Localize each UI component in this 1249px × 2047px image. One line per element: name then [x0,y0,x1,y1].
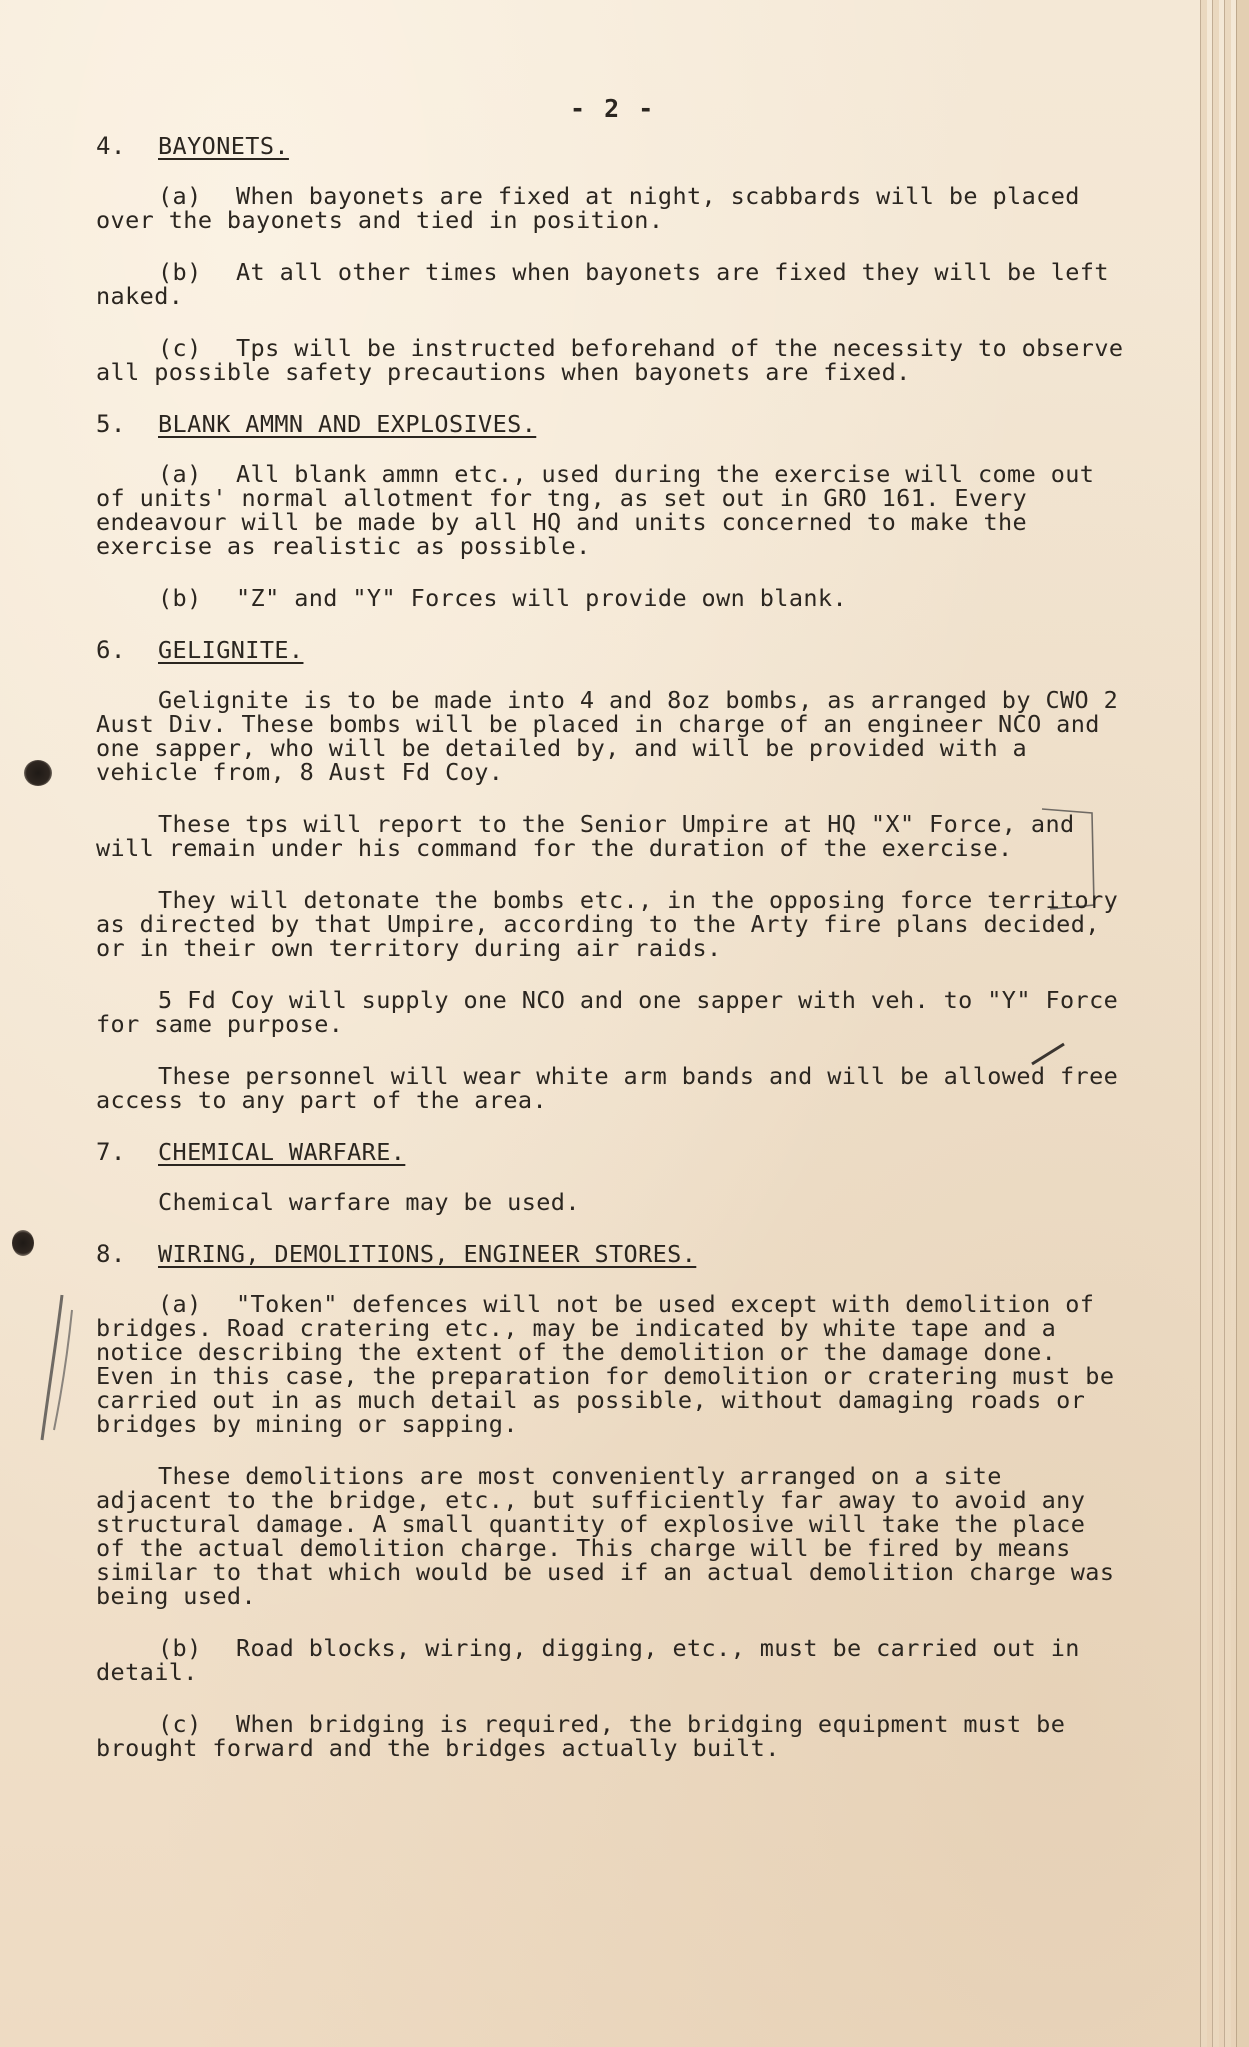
paragraph [96,988,1126,1036]
paragraph-label: (a) [158,1290,202,1318]
paragraph [96,888,1126,960]
section-heading [96,412,1126,436]
section-title: GELIGNITE. [158,636,304,664]
paragraph [96,1064,1126,1112]
paragraph-text: "Z" and "Y" Forces will provide own blank. [236,584,848,612]
paragraph [96,1190,1126,1214]
paragraph [96,1636,1126,1684]
paragraph [96,1464,1126,1608]
paragraph-text: At all other times when bayonets are fixed they will be left naked. [96,258,1109,310]
section-number: 8. [96,1240,126,1268]
section-number: 5. [96,410,126,438]
section-number: 7. [96,1138,126,1166]
paragraph [96,812,1126,860]
page-edge [1224,0,1231,2047]
section-number: 4. [96,132,126,160]
section-title: BLANK AMMN AND EXPLOSIVES. [158,410,537,438]
paragraph-text: These personnel will wear white arm bands and will be allowed free access to any part of the area. [96,1062,1119,1114]
page-number: - 2 - [570,94,656,123]
paragraph-text: When bridging is required, the bridging equipment must be brought forward and the bridges actually built. [96,1710,1066,1762]
paragraph-text: 5 Fd Coy will supply one NCO and one sapper with veh. to "Y" Force for same purpose. [96,986,1119,1038]
section-heading [96,1242,1126,1266]
paragraph-text: "Token" defences will not be used except with demolition of bridges. Road cratering etc., may be indicated by white tape and a notice describing the extent of the demolition or the damage done. Even in this case, the preparation for demolition or cratering must be carried out in as much detail as possible, without damaging roads or bridges by mining or sapping. [96,1290,1115,1438]
paragraph-text: These tps will report to the Senior Umpire at HQ "X" Force, and will remain under his command for the duration of the exercise. [96,810,1075,862]
paragraph [96,1712,1126,1760]
paragraph [96,1292,1126,1436]
document-body [96,134,1126,1788]
paragraph-label: (b) [158,258,202,286]
paragraph [96,688,1126,784]
paragraph-text: Tps will be instructed beforehand of the necessity to observe all possible safety precautions when bayonets are fixed. [96,334,1124,386]
section-title: CHEMICAL WARFARE. [158,1138,406,1166]
paragraph [96,184,1126,232]
page-edge [1212,0,1219,2047]
paragraph-text: Chemical warfare may be used. [158,1188,580,1216]
section-title: WIRING, DEMOLITIONS, ENGINEER STORES. [158,1240,697,1268]
paragraph-text: These demolitions are most conveniently arranged on a site adjacent to the bridge, etc., but sufficiently far away to avoid any structural damage. A small quantity of explosive will take the place of the actual demolition charge. This charge will be fired by means similar to that which would be used if an actual demolition charge was being used. [96,1462,1115,1610]
section-heading [96,638,1126,662]
section-heading [96,1140,1126,1164]
punch-hole [12,1230,34,1256]
paragraph-text: When bayonets are fixed at night, scabbards will be placed over the bayonets and tied in position. [96,182,1080,234]
page-edge [1200,0,1207,2047]
paragraph-text: Road blocks, wiring, digging, etc., must be carried out in detail. [96,1634,1080,1686]
section-heading [96,134,1126,158]
paragraph-label: (a) [158,460,202,488]
pencil-margin-mark [32,1290,82,1450]
section-title: BAYONETS. [158,132,289,160]
paragraph [96,336,1126,384]
paragraph-label: (b) [158,1634,202,1662]
paragraph-text: They will detonate the bombs etc., in the opposing force territory as directed by that Umpire, according to the Arty fire plans decided, or in their own territory during air raids. [96,886,1119,962]
paragraph-label: (b) [158,584,202,612]
punch-hole [24,760,52,786]
paragraph-text: Gelignite is to be made into 4 and 8oz bombs, as arranged by CWO 2 Aust Div. These bombs will be placed in charge of an engineer NCO and one sapper, who will be detailed by, and will be provided with a vehicle from, 8 Aust Fd Coy. [96,686,1119,786]
paragraph-label: (a) [158,182,202,210]
paragraph [96,260,1126,308]
section-number: 6. [96,636,126,664]
paragraph [96,462,1126,558]
paragraph-label: (c) [158,1710,202,1738]
page-edge [1236,0,1249,2047]
paragraph-label: (c) [158,334,202,362]
paragraph [96,586,1126,610]
paragraph-text: All blank ammn etc., used during the exercise will come out of units' normal allotment for tng, as set out in GRO 161. Every endeavour will be made by all HQ and units concerned to make the exercise as realistic as possible. [96,460,1095,560]
